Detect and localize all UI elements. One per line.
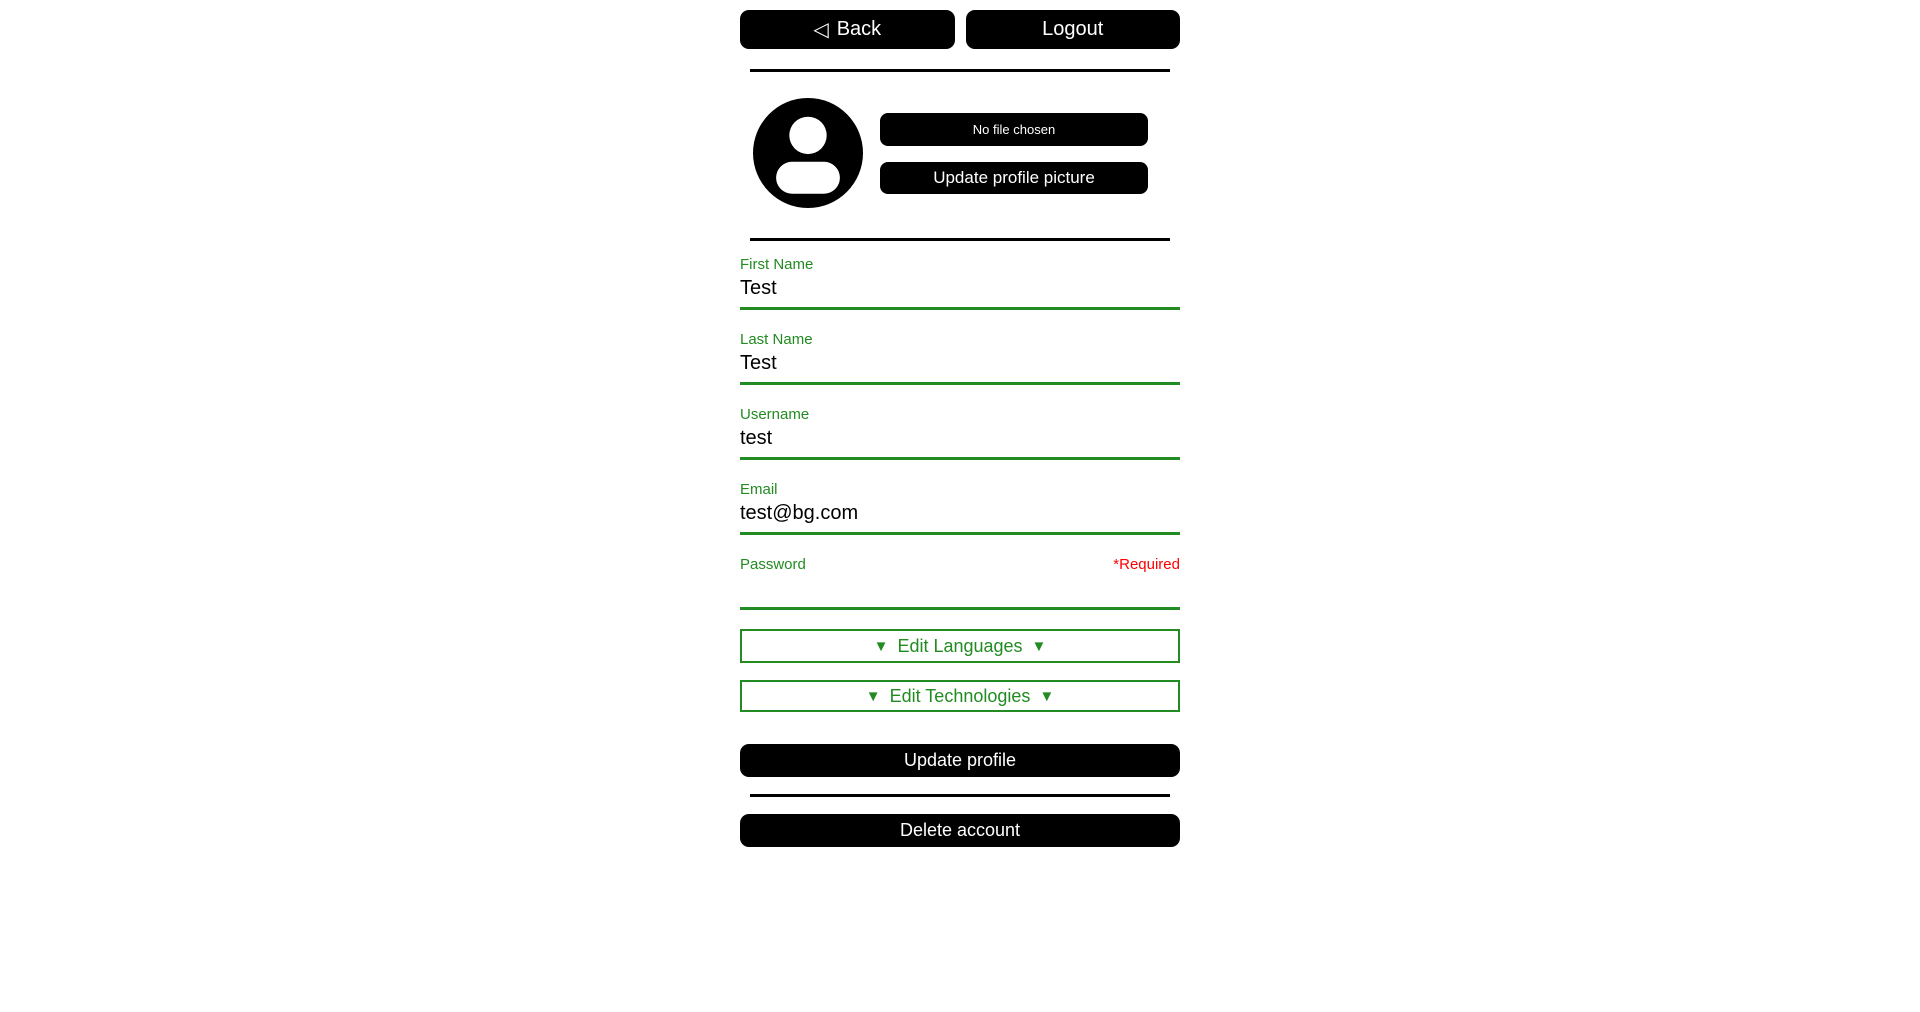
- password-input[interactable]: [740, 574, 1180, 610]
- last-name-label: Last Name: [740, 331, 813, 348]
- delete-account-button[interactable]: [740, 814, 1180, 847]
- logout-button-label: Logout: [1042, 18, 1104, 40]
- first-name-field-group: [740, 256, 1180, 310]
- file-input-button[interactable]: [880, 113, 1148, 146]
- update-profile-button[interactable]: [740, 744, 1180, 777]
- last-name-field-group: [740, 331, 1180, 385]
- username-input[interactable]: [740, 424, 1180, 460]
- back-button-label: Back: [836, 18, 882, 40]
- email-input[interactable]: [740, 499, 1180, 535]
- username-field-group: [740, 406, 1180, 460]
- password-field-group: [740, 556, 1180, 610]
- header-divider: [750, 69, 1170, 72]
- first-name-input[interactable]: [740, 274, 1180, 310]
- first-name-label: First Name: [740, 256, 814, 273]
- avatar-icon: [753, 98, 863, 208]
- update-picture-label: Update profile picture: [933, 167, 1095, 187]
- chevron-down-icon: ▼: [1031, 637, 1047, 655]
- delete-account-label: Delete account: [899, 820, 1021, 840]
- profile-page: [740, 0, 1180, 847]
- edit-technologies-button[interactable]: [740, 680, 1180, 712]
- chevron-down-icon: ▼: [1039, 687, 1055, 705]
- profile-picture-section: [740, 98, 1180, 208]
- edit-languages-label: Edit Languages: [897, 635, 1023, 656]
- update-profile-label: Update profile: [903, 750, 1017, 770]
- username-label: Username: [740, 406, 810, 423]
- avatar-divider: [750, 238, 1170, 241]
- file-button-column: [880, 113, 1148, 194]
- back-button[interactable]: [740, 10, 955, 49]
- logout-button[interactable]: [966, 10, 1181, 49]
- edit-languages-button[interactable]: [740, 629, 1180, 663]
- header: [740, 10, 1180, 49]
- email-field-group: [740, 481, 1180, 535]
- password-label: Password: [740, 556, 806, 573]
- last-name-input[interactable]: [740, 349, 1180, 385]
- file-input-label: No file chosen: [972, 121, 1056, 137]
- chevron-down-icon: ▼: [865, 687, 881, 705]
- password-required-note: *Required: [1113, 556, 1180, 573]
- chevron-down-icon: ▼: [873, 637, 889, 655]
- back-arrow-icon: ◁: [813, 18, 829, 41]
- edit-technologies-label: Edit Technologies: [889, 685, 1031, 706]
- danger-divider: [750, 794, 1170, 797]
- email-label: Email: [740, 481, 778, 498]
- update-picture-button[interactable]: [880, 162, 1148, 194]
